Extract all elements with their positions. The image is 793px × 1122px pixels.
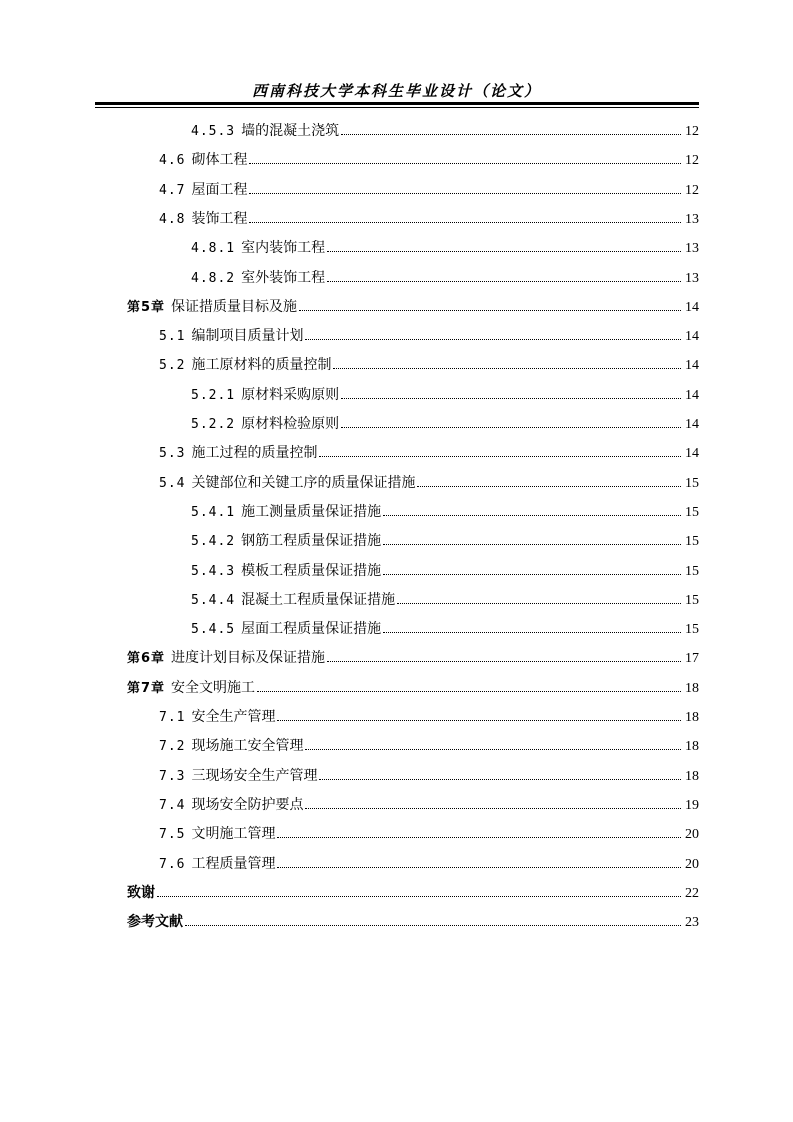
toc-entry-page-number: 15 <box>685 563 699 579</box>
toc-dot-leader <box>277 837 681 838</box>
toc-entry-label <box>159 850 275 879</box>
toc-entry-label <box>159 732 303 761</box>
toc-entry-number: 5.2 <box>159 358 186 374</box>
toc-entry-title: 原材料检验原则 <box>241 416 340 432</box>
toc-entry-label <box>127 879 155 908</box>
toc-entry-page-number: 14 <box>685 446 699 462</box>
toc-entry-page-number: 15 <box>685 475 699 491</box>
toc-entry-page-number: 15 <box>685 592 699 608</box>
toc-entry-label <box>191 586 395 615</box>
toc-entry-number: 第7章 <box>127 680 166 696</box>
toc-dot-leader <box>341 134 681 135</box>
toc-entry-number: 4.6 <box>159 153 186 169</box>
toc-entry-title: 现场安全防护要点 <box>191 796 304 813</box>
toc-entry-page-number: 15 <box>685 534 699 550</box>
toc-dot-leader <box>305 339 681 340</box>
toc-entry-page-number: 13 <box>685 270 699 286</box>
toc-entry[interactable] <box>159 469 699 498</box>
toc-entry-label <box>191 498 381 527</box>
toc-entry-title: 编制项目质量计划 <box>191 328 304 345</box>
toc-entry[interactable] <box>191 615 699 644</box>
toc-dot-leader <box>299 310 681 311</box>
toc-dot-leader <box>333 368 681 369</box>
toc-entry[interactable] <box>159 146 699 175</box>
toc-entry-label <box>159 176 247 205</box>
toc-dot-leader <box>319 779 681 780</box>
toc-entry-title: 致谢 <box>127 884 155 901</box>
toc-entry[interactable] <box>159 791 699 820</box>
toc-dot-leader <box>397 603 681 604</box>
toc-entry-title: 砌体工程 <box>191 152 248 169</box>
toc-entry-title: 屋面工程 <box>191 181 248 198</box>
toc-entry-label <box>159 439 317 468</box>
toc-entry[interactable] <box>191 234 699 263</box>
toc-entry[interactable] <box>159 176 699 205</box>
toc-entry-label <box>191 117 339 146</box>
toc-entry-title: 关键部位和关键工序的质量保证措施 <box>191 474 416 491</box>
toc-entry[interactable] <box>191 527 699 556</box>
toc-entry-page-number: 14 <box>685 387 699 403</box>
toc-entry-number: 5.4.1 <box>191 504 236 520</box>
toc-entry-label <box>127 908 183 937</box>
toc-entry-number: 7.5 <box>159 827 186 843</box>
toc-dot-leader <box>341 398 681 399</box>
toc-dot-leader <box>383 515 681 516</box>
toc-entry[interactable] <box>127 879 699 908</box>
toc-entry-page-number: 14 <box>685 417 699 432</box>
toc-entry-number: 7.6 <box>159 856 186 872</box>
toc-entry-number: 第6章 <box>127 651 166 667</box>
toc-entry-page-number: 18 <box>685 710 699 725</box>
toc-entry-title: 室外装饰工程 <box>241 269 326 286</box>
toc-entry-label <box>159 205 247 234</box>
toc-dot-leader <box>327 251 681 252</box>
toc-entry[interactable] <box>159 820 699 849</box>
toc-entry[interactable] <box>159 762 699 791</box>
toc-entry-label <box>127 293 297 322</box>
toc-entry-label <box>159 322 303 351</box>
toc-entry-page-number: 18 <box>685 768 699 784</box>
toc-entry-title: 三现场安全生产管理 <box>191 767 318 784</box>
toc-entry[interactable] <box>159 205 699 234</box>
toc-dot-leader <box>319 456 681 457</box>
toc-entry-title: 装饰工程 <box>191 210 248 227</box>
toc-entry[interactable] <box>191 117 699 146</box>
toc-entry-page-number: 22 <box>685 885 699 901</box>
toc-entry-number: 5.4.4 <box>191 592 236 608</box>
toc-dot-leader <box>185 925 681 926</box>
toc-entry-page-number: 19 <box>685 797 699 813</box>
toc-entry-title: 文明施工管理 <box>191 826 276 843</box>
toc-entry-page-number: 14 <box>685 358 699 374</box>
toc-dot-leader <box>249 193 681 194</box>
toc-entry-title: 钢筋工程质量保证措施 <box>241 533 382 550</box>
toc-entry-title: 参考文献 <box>127 914 183 931</box>
toc-dot-leader <box>327 661 681 662</box>
toc-entry-title: 工程质量管理 <box>191 855 276 872</box>
toc-entry-title: 保证措质量目标及施 <box>171 298 298 315</box>
toc-entry[interactable] <box>127 674 699 703</box>
toc-entry-number: 7.4 <box>159 797 186 813</box>
toc-dot-leader <box>383 632 681 633</box>
toc-dot-leader <box>305 808 681 809</box>
toc-entry-label <box>159 146 247 175</box>
toc-dot-leader <box>249 222 681 223</box>
toc-entry[interactable] <box>191 557 699 586</box>
toc-entry[interactable] <box>191 381 699 410</box>
toc-entry-label <box>191 557 381 586</box>
toc-entry-label <box>191 381 339 410</box>
toc-entry-label <box>159 469 415 498</box>
toc-entry-title: 施工原材料的质量控制 <box>191 357 332 374</box>
toc-entry-label <box>191 234 325 263</box>
toc-dot-leader <box>277 867 681 868</box>
toc-entry-number: 7.1 <box>159 710 186 725</box>
toc-entry-number: 5.2.1 <box>191 387 236 403</box>
toc-entry-title: 室内装饰工程 <box>241 240 326 257</box>
toc-entry-page-number: 14 <box>685 299 699 315</box>
toc-entry-label <box>191 527 381 556</box>
toc-entry-number: 5.4.5 <box>191 622 236 638</box>
toc-entry-label <box>191 410 339 439</box>
toc-entry-label <box>159 791 303 820</box>
toc-entry-title: 现场施工安全管理 <box>191 738 304 755</box>
header-rule-thin <box>95 107 699 108</box>
toc-entry-title: 安全文明施工 <box>171 679 256 696</box>
toc-entry-label <box>159 762 317 791</box>
toc-entry-label <box>127 674 255 703</box>
toc-dot-leader <box>383 544 681 545</box>
toc-entry-number: 4.5.3 <box>191 124 236 139</box>
toc-entry-label <box>191 615 381 644</box>
toc-entry-page-number: 23 <box>685 915 699 931</box>
toc-entry-title: 墙的混凝土浇筑 <box>241 123 340 139</box>
toc-entry[interactable] <box>191 410 699 439</box>
toc-entry-label <box>127 644 325 673</box>
toc-entry-page-number: 14 <box>685 329 699 345</box>
toc-entry[interactable] <box>159 351 699 380</box>
toc-entry-page-number: 12 <box>685 124 699 139</box>
toc-entry-number: 4.8.1 <box>191 241 236 257</box>
toc-entry-number: 7.3 <box>159 768 186 784</box>
toc-entry-title: 进度计划目标及保证措施 <box>171 650 326 667</box>
toc-entry-number: 5.1 <box>159 329 186 345</box>
toc-dot-leader <box>341 427 681 428</box>
toc-entry-number: 5.4.2 <box>191 534 236 550</box>
toc-dot-leader <box>249 163 681 164</box>
toc-entry-page-number: 17 <box>685 651 699 667</box>
toc-entry[interactable] <box>191 264 699 293</box>
toc-entry-page-number: 20 <box>685 827 699 843</box>
toc-entry[interactable] <box>127 293 699 322</box>
toc-entry-label <box>191 264 325 293</box>
page-header-title: 西南科技大学本科生毕业设计（论文） <box>251 82 541 100</box>
toc-entry-page-number: 18 <box>685 680 699 696</box>
toc-entry-title: 屋面工程质量保证措施 <box>241 621 382 638</box>
toc-entry-number: 4.8.2 <box>191 270 236 286</box>
toc-entry-page-number: 20 <box>685 856 699 872</box>
toc-entry-page-number: 13 <box>685 241 699 257</box>
toc-entry[interactable] <box>191 498 699 527</box>
toc-entry-title: 安全生产管理 <box>191 709 276 725</box>
toc-entry-page-number: 12 <box>685 153 699 169</box>
toc-entry-number: 5.3 <box>159 446 186 462</box>
toc-entry-label <box>159 703 275 732</box>
toc-entry[interactable] <box>191 586 699 615</box>
toc-entry-label <box>159 820 275 849</box>
header-rule-thick <box>95 102 699 105</box>
toc-dot-leader <box>277 720 681 721</box>
toc-entry[interactable] <box>159 322 699 351</box>
toc-dot-leader <box>257 691 681 692</box>
toc-entry[interactable] <box>159 703 699 732</box>
toc-entry-number: 第5章 <box>127 299 166 315</box>
toc-entry-page-number: 12 <box>685 182 699 198</box>
toc-dot-leader <box>157 896 681 897</box>
toc-entry-title: 模板工程质量保证措施 <box>241 562 382 579</box>
toc-entry-number: 5.4.3 <box>191 563 236 579</box>
toc-entry-page-number: 15 <box>685 622 699 638</box>
toc-entry-number: 4.7 <box>159 182 186 198</box>
toc-dot-leader <box>417 486 681 487</box>
toc-entry[interactable] <box>127 908 699 937</box>
toc-entry-label <box>159 351 331 380</box>
toc-entry-page-number: 13 <box>685 211 699 227</box>
toc-entry-number: 4.8 <box>159 211 186 227</box>
toc-dot-leader <box>305 749 681 750</box>
toc-entry-title: 原材料采购原则 <box>241 386 340 403</box>
toc-dot-leader <box>327 281 681 282</box>
toc-entry-title: 混凝土工程质量保证措施 <box>241 591 396 608</box>
toc-entry-number: 7.2 <box>159 739 186 755</box>
toc-entry-number: 5.2.2 <box>191 417 236 432</box>
toc-entry[interactable] <box>159 439 699 468</box>
toc-entry-page-number: 18 <box>685 739 699 755</box>
toc-entry[interactable] <box>159 732 699 761</box>
toc-entry-page-number: 15 <box>685 504 699 520</box>
toc-entry-title: 施工过程的质量控制 <box>191 445 318 462</box>
toc-entry[interactable] <box>127 644 699 673</box>
toc-entry[interactable] <box>159 850 699 879</box>
toc-dot-leader <box>383 574 681 575</box>
toc-entry-number: 5.4 <box>159 475 186 491</box>
toc-entry-title: 施工测量质量保证措施 <box>241 503 382 520</box>
